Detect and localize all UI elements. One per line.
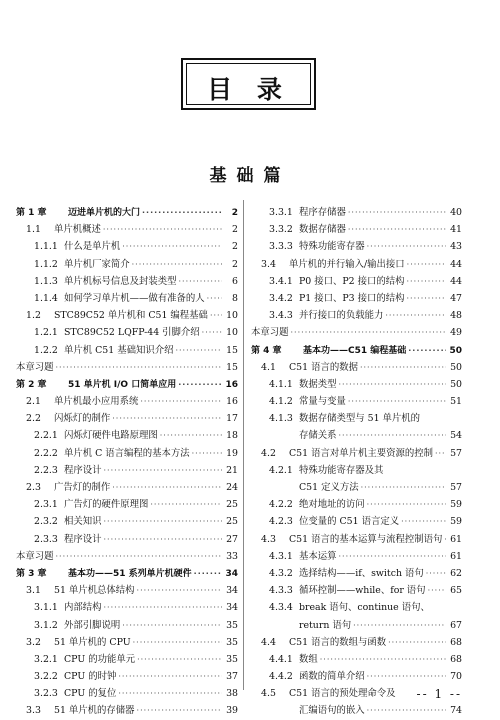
toc-leader-dots	[178, 376, 222, 393]
toc-leader-dots	[103, 221, 222, 238]
toc-entry-page: 35	[226, 636, 238, 648]
toc-entry-title: 如何学习单片机——做有准备的人	[64, 292, 205, 304]
toc-leader-dots	[118, 668, 222, 685]
toc-entry-number: 3.1.1	[34, 602, 58, 614]
toc-entry-number: 3.2.2	[34, 671, 58, 683]
toc-entry	[251, 376, 462, 393]
toc-entry-title: STC89C52 LQFP-44 引脚介绍	[64, 327, 200, 339]
toc-entry-number: 3.2.1	[34, 653, 58, 665]
toc-leader-dots	[137, 702, 222, 719]
toc-leader-dots	[137, 651, 222, 668]
toc-entry-title: CPU 的复位	[64, 688, 117, 700]
toc-entry-page: 50	[449, 345, 462, 356]
toc-entry-number: 3.4.3	[269, 310, 293, 322]
toc-leader-dots	[132, 256, 222, 273]
toc-entry-number: 3.3.2	[269, 224, 293, 236]
toc-entry-number: 3.2.3	[34, 688, 58, 700]
toc-entry	[16, 393, 238, 410]
toc-entry	[16, 256, 238, 273]
toc-entry-title: CPU 的功能单元	[64, 653, 136, 665]
toc-entry-number: 4.5	[261, 688, 276, 700]
toc-entry-page: 2	[232, 258, 238, 270]
toc-entry-number: 3.4.1	[269, 275, 293, 287]
column-divider	[243, 200, 244, 690]
toc-entry	[251, 221, 462, 238]
toc-entry	[16, 617, 238, 634]
toc-entry-title: 单片机的并行输入/输出接口	[289, 258, 405, 270]
toc-leader-dots	[385, 307, 446, 324]
toc-entry-title: 数据类型	[299, 378, 337, 390]
toc-entry-page: 17	[226, 413, 238, 425]
toc-entry-title: C51 定义方法	[299, 482, 359, 493]
toc-leader-dots	[428, 582, 446, 599]
toc-entry-number: 第 1 章	[16, 208, 47, 218]
toc-entry-number: 3.3.3	[269, 241, 293, 253]
toc-entry-title: 相关知识	[64, 516, 102, 528]
toc-entry	[251, 427, 462, 444]
toc-entry-title: 特殊功能寄存器	[299, 241, 365, 253]
toc-entry-title: 51 单片机的存储器	[54, 705, 135, 717]
toc-entry-page: 2	[231, 208, 238, 218]
toc-entry	[16, 324, 238, 341]
toc-entry-page: 19	[226, 447, 238, 459]
toc-entry-title: 基本运算	[299, 550, 337, 562]
toc-leader-dots	[339, 548, 446, 565]
toc-entry-number: 2.1	[26, 396, 41, 408]
toc-leader-dots	[407, 290, 446, 307]
toc-entry-number: 1.1.2	[34, 258, 58, 270]
toc-entry-page: 33	[226, 550, 238, 562]
toc-entry-number: 2.3.2	[34, 516, 58, 528]
toc-entry-number: 4.3.4	[269, 602, 293, 614]
toc-entry	[16, 531, 238, 548]
toc-entry-page: 15	[226, 344, 238, 356]
toc-entry-title: 单片机厂家简介	[64, 258, 130, 270]
toc-entry-title: 闪烁灯的制作	[54, 413, 111, 425]
toc-entry-page: 34	[226, 585, 238, 597]
toc-leader-dots	[112, 410, 222, 427]
toc-entry-title: C51 语言的数组与函数	[289, 636, 387, 648]
toc-entry	[251, 582, 462, 599]
toc-entry-title: 本章习题	[251, 327, 289, 339]
toc-entry-title: STC89C52 单片机和 C51 编程基础	[54, 310, 208, 322]
toc-entry-number: 2.3	[26, 482, 41, 493]
toc-entry-number: 2.3.1	[34, 499, 58, 511]
toc-entry-title: break 语句、continue 语句、	[299, 602, 430, 614]
section-heading: 基础篇	[209, 166, 291, 186]
toc-entry-page: 39	[226, 705, 238, 717]
toc-entry	[251, 496, 462, 513]
toc-entry-title: 常量与变量	[299, 396, 346, 408]
toc-entry-title: 程序存储器	[299, 207, 346, 218]
toc-entry	[251, 273, 462, 290]
toc-entry	[16, 204, 238, 221]
toc-leader-dots	[360, 359, 446, 376]
toc-leader-dots	[104, 531, 222, 548]
toc-leader-dots	[367, 702, 446, 719]
toc-entry-page: 16	[225, 379, 238, 390]
toc-leader-dots	[192, 445, 222, 462]
toc-entry	[16, 651, 238, 668]
toc-entry-title: 数据存储器	[299, 224, 346, 236]
toc-entry	[16, 702, 238, 719]
toc-entry-title: C51 语言的基本运算与流程控制语句	[289, 533, 443, 545]
toc-leader-dots	[150, 496, 222, 513]
toc-entry-title: CPU 的时钟	[64, 671, 117, 683]
toc-entry-page: 16	[226, 396, 238, 408]
toc-leader-dots	[444, 531, 446, 548]
toc-entry	[251, 410, 462, 427]
toc-entry	[16, 479, 238, 496]
toc-entry	[251, 548, 462, 565]
toc-left-column	[16, 204, 238, 720]
toc-entry-number: 4.3	[261, 533, 276, 545]
toc-leader-dots	[140, 393, 222, 410]
toc-entry	[251, 290, 462, 307]
toc-entry-title: P0 接口、P2 接口的结构	[299, 275, 405, 287]
toc-entry-title: C51 语言的数据	[289, 361, 358, 373]
toc-leader-dots	[407, 273, 446, 290]
toc-entry-number: 1.2	[26, 310, 41, 322]
toc-entry-number: 第 2 章	[16, 379, 47, 390]
toc-entry-page: 68	[450, 636, 462, 648]
toc-entry-page: 21	[226, 464, 238, 476]
toc-entry-page: 62	[450, 567, 462, 579]
toc-entry-page: 2	[232, 224, 238, 236]
toc-entry	[16, 462, 238, 479]
toc-entry-page: 25	[226, 516, 238, 528]
toc-entry-page: 34	[225, 568, 238, 579]
toc-entry-number: 1.2.1	[34, 327, 58, 339]
toc-entry-number: 1.1.4	[34, 292, 58, 304]
toc-right-column	[251, 204, 462, 720]
toc-entry-page: 74	[450, 705, 462, 717]
toc-leader-dots	[348, 204, 446, 221]
toc-entry-title: 函数的简单介绍	[299, 671, 365, 683]
toc-entry-number: 1.1.3	[34, 275, 58, 287]
toc-entry-page: 48	[450, 310, 462, 322]
toc-entry-title: 广告灯的硬件原理图	[64, 499, 149, 511]
toc-entry	[16, 376, 238, 393]
toc-entry-page: 37	[226, 671, 238, 683]
toc-entry-title: C51 语言的预处理命令及	[289, 688, 396, 700]
toc-entry-number: 4.2.3	[269, 516, 293, 528]
toc-entry-number: 3.4.2	[269, 292, 293, 304]
toc-leader-dots	[160, 427, 222, 444]
toc-entry-title: C51 语言对单片机主要资源的控制	[289, 447, 433, 459]
toc-entry-page: 65	[450, 585, 462, 597]
toc-entry-title: 汇编语句的嵌入	[299, 705, 365, 717]
toc-entry-page: 27	[226, 533, 238, 545]
toc-entry-page: 24	[226, 482, 238, 493]
toc-leader-dots	[407, 256, 446, 273]
toc-entry-title: 闪烁灯硬件电路原理图	[64, 430, 158, 442]
toc-title: 目 录	[207, 75, 290, 104]
toc-entry	[251, 668, 462, 685]
toc-entry-number: 4.3.3	[269, 585, 293, 597]
toc-entry-number: 3.2	[26, 636, 41, 648]
toc-entry-number: 2.3.3	[34, 533, 58, 545]
toc-entry-page: 68	[450, 653, 462, 665]
toc-entry-number: 4.3.1	[269, 550, 293, 562]
toc-entry-number: 4.2.1	[269, 464, 293, 476]
toc-entry-title: 基本功——C51 编程基础	[303, 345, 407, 356]
toc-entry	[251, 479, 462, 496]
toc-entry	[251, 565, 462, 582]
toc-leader-dots	[104, 462, 222, 479]
toc-entry	[16, 445, 238, 462]
toc-entry-page: 61	[450, 550, 462, 562]
toc-entry	[16, 307, 238, 324]
toc-entry-title: 外部引脚说明	[64, 619, 121, 631]
toc-entry	[251, 617, 462, 634]
toc-entry-title: 本章习题	[16, 550, 54, 562]
toc-entry	[16, 427, 238, 444]
toc-entry-title: 程序设计	[64, 464, 102, 476]
toc-entry-page: 35	[226, 653, 238, 665]
toc-entry-title: 并行接口的负载能力	[299, 310, 384, 322]
toc-entry-page: 41	[450, 224, 462, 236]
toc-leader-dots	[291, 324, 446, 341]
toc-entry-number: 4.2	[261, 447, 276, 459]
toc-entry-page: 57	[450, 447, 462, 459]
toc-entry-title: 51 单片机总体结构	[54, 585, 135, 597]
toc-entry-page: 15	[226, 361, 238, 373]
page-number: -- 1 --	[416, 687, 462, 701]
toc-entry	[16, 565, 238, 582]
toc-leader-dots	[175, 342, 222, 359]
toc-entry-number: 4.1	[261, 361, 276, 373]
toc-leader-dots	[348, 221, 446, 238]
toc-leader-dots	[194, 565, 222, 582]
toc-entry-number: 1.1.1	[34, 241, 58, 253]
toc-entry	[16, 582, 238, 599]
toc-entry-number: 1.1	[26, 224, 41, 236]
toc-entry	[251, 204, 462, 221]
toc-entry-title: 单片机最小应用系统	[54, 396, 139, 408]
toc-leader-dots	[339, 376, 446, 393]
toc-entry-page: 70	[450, 671, 462, 683]
toc-entry	[16, 685, 238, 702]
toc-entry-page: 67	[450, 619, 462, 631]
toc-entry-title: 单片机 C51 基础知识介绍	[64, 344, 174, 356]
toc-entry-title: 51 单片机 I/O 口简单应用	[68, 379, 177, 390]
toc-entry-page: 47	[450, 292, 462, 304]
toc-entry-page: 43	[450, 241, 462, 253]
toc-entry	[16, 238, 238, 255]
toc-entry	[251, 513, 462, 530]
toc-leader-dots	[56, 359, 222, 376]
toc-entry-number: 3.1	[26, 585, 41, 597]
toc-leader-dots	[179, 273, 222, 290]
toc-leader-dots	[320, 651, 446, 668]
toc-entry-number: 2.2.3	[34, 464, 58, 476]
toc-entry-title: 单片机概述	[54, 224, 101, 236]
toc-entry	[16, 668, 238, 685]
toc-entry-title: 基本功——51 系列单片机硬件	[68, 568, 192, 579]
toc-entry-title: 单片机标号信息及封装类型	[64, 275, 177, 287]
toc-entry-title: 存储关系	[299, 430, 337, 442]
toc-leader-dots	[112, 479, 222, 496]
toc-leader-dots	[202, 324, 222, 341]
toc-leader-dots	[210, 307, 222, 324]
toc-entry	[251, 599, 462, 616]
toc-entry	[16, 273, 238, 290]
toc-entry-number: 4.1.1	[269, 378, 293, 390]
toc-entry-number: 3.3	[26, 705, 41, 717]
toc-entry-page: 6	[232, 275, 238, 287]
toc-entry-page: 10	[226, 327, 238, 339]
toc-entry	[251, 651, 462, 668]
toc-entry-page: 44	[450, 275, 462, 287]
toc-leader-dots	[348, 393, 446, 410]
toc-entry-number: 3.1.2	[34, 619, 58, 631]
toc-entry-number: 第 4 章	[251, 345, 282, 356]
toc-entry-title: 特殊功能寄存器及其	[299, 464, 384, 476]
toc-leader-dots	[207, 290, 222, 307]
toc-entry-number: 2.2.2	[34, 447, 58, 459]
toc-entry-title: 绝对地址的访问	[299, 499, 365, 511]
toc-entry-number: 2.2	[26, 413, 41, 425]
toc-leader-dots	[361, 479, 446, 496]
toc-entry-page: 18	[226, 430, 238, 442]
toc-entry-number: 4.1.3	[269, 413, 293, 425]
toc-entry-title: 数组	[299, 653, 318, 665]
toc-entry-page: 40	[450, 207, 462, 218]
toc-entry-title: 什么是单片机	[64, 241, 121, 253]
toc-entry	[251, 462, 462, 479]
toc-leader-dots	[367, 496, 446, 513]
toc-entry	[251, 702, 462, 719]
toc-leader-dots	[104, 513, 222, 530]
toc-leader-dots	[122, 238, 222, 255]
toc-leader-dots	[367, 238, 446, 255]
toc-leader-dots	[133, 634, 222, 651]
toc-entry-number: 1.2.2	[34, 344, 58, 356]
toc-entry	[16, 496, 238, 513]
toc-entry-page: 61	[450, 533, 462, 545]
toc-entry	[16, 290, 238, 307]
toc-entry-page: 50	[450, 361, 462, 373]
toc-leader-dots	[388, 634, 446, 651]
toc-entry-page: 59	[450, 499, 462, 511]
toc-leader-dots	[401, 513, 446, 530]
toc-entry-title: 位变量的 C51 语言定义	[299, 516, 400, 528]
toc-entry-page: 10	[226, 310, 238, 322]
toc-entry-number: 4.3.2	[269, 567, 293, 579]
toc-entry-page: 59	[450, 516, 462, 528]
toc-entry-title: 单片机 C 语言编程的基本方法	[64, 447, 190, 459]
toc-entry-title: 选择结构——if、switch 语句	[299, 567, 424, 579]
toc-entry-number: 4.1.2	[269, 396, 293, 408]
toc-entry-number: 4.4	[261, 636, 276, 648]
toc-leader-dots	[435, 445, 446, 462]
toc-entry	[251, 324, 462, 341]
toc-entry	[16, 513, 238, 530]
toc-leader-dots	[104, 599, 222, 616]
toc-entry-page: 34	[226, 602, 238, 614]
toc-leader-dots	[56, 548, 222, 565]
toc-entry-page: 51	[450, 396, 462, 408]
toc-entry-page: 54	[450, 430, 462, 442]
toc-title-box	[181, 58, 316, 110]
toc-entry	[251, 531, 462, 548]
toc-entry	[16, 410, 238, 427]
toc-leader-dots	[137, 582, 222, 599]
toc-entry	[251, 342, 462, 359]
toc-entry-title: 数据存储类型与 51 单片机的	[299, 413, 421, 425]
toc-entry	[16, 342, 238, 359]
toc-entry	[251, 359, 462, 376]
toc-entry	[251, 393, 462, 410]
toc-entry-title: 迈进单片机的大门	[68, 208, 141, 218]
toc-entry-title: 程序设计	[64, 533, 102, 545]
toc-entry-page: 50	[450, 378, 462, 390]
toc-entry-number: 第 3 章	[16, 568, 47, 579]
toc-leader-dots	[353, 617, 446, 634]
toc-leader-dots	[142, 204, 222, 221]
toc-entry-number: 2.2.1	[34, 430, 58, 442]
toc-leader-dots	[408, 342, 446, 359]
toc-entry	[251, 256, 462, 273]
toc-entry	[16, 548, 238, 565]
toc-entry-title: P1 接口、P3 接口的结构	[299, 292, 405, 304]
toc-leader-dots	[122, 617, 222, 634]
toc-entry-page: 44	[450, 258, 462, 270]
toc-leader-dots	[118, 685, 222, 702]
toc-entry-number: 3.4	[261, 258, 276, 270]
toc-entry-title: 51 单片机的 CPU	[54, 636, 131, 648]
toc-entry-title: 广告灯的制作	[54, 482, 111, 493]
toc-entry	[16, 634, 238, 651]
toc-leader-dots	[367, 668, 446, 685]
toc-entry-title: 内部结构	[64, 602, 102, 614]
toc-entry-number: 3.3.1	[269, 207, 293, 218]
toc-leader-dots	[426, 565, 446, 582]
toc-entry	[16, 599, 238, 616]
toc-entry-page: 38	[226, 688, 238, 700]
toc-entry	[16, 221, 238, 238]
toc-entry-page: 49	[450, 327, 462, 339]
toc-entry	[251, 634, 462, 651]
toc-entry	[251, 307, 462, 324]
toc-entry-number: 4.2.2	[269, 499, 293, 511]
toc-entry-page: 25	[226, 499, 238, 511]
toc-entry	[16, 359, 238, 376]
toc-entry-title: return 语句	[299, 619, 352, 631]
toc-entry-page: 8	[232, 292, 238, 304]
toc-entry	[251, 238, 462, 255]
toc-entry-page: 57	[450, 482, 462, 493]
toc-leader-dots	[339, 427, 446, 444]
toc-entry-number: 4.4.2	[269, 671, 293, 683]
toc-entry-number: 4.4.1	[269, 653, 293, 665]
toc-entry-page: 2	[232, 241, 238, 253]
toc-entry-title: 本章习题	[16, 361, 54, 373]
toc-entry-page: 35	[226, 619, 238, 631]
toc-entry-title: 循环控制——while、for 语句	[299, 585, 426, 597]
toc-entry	[251, 445, 462, 462]
